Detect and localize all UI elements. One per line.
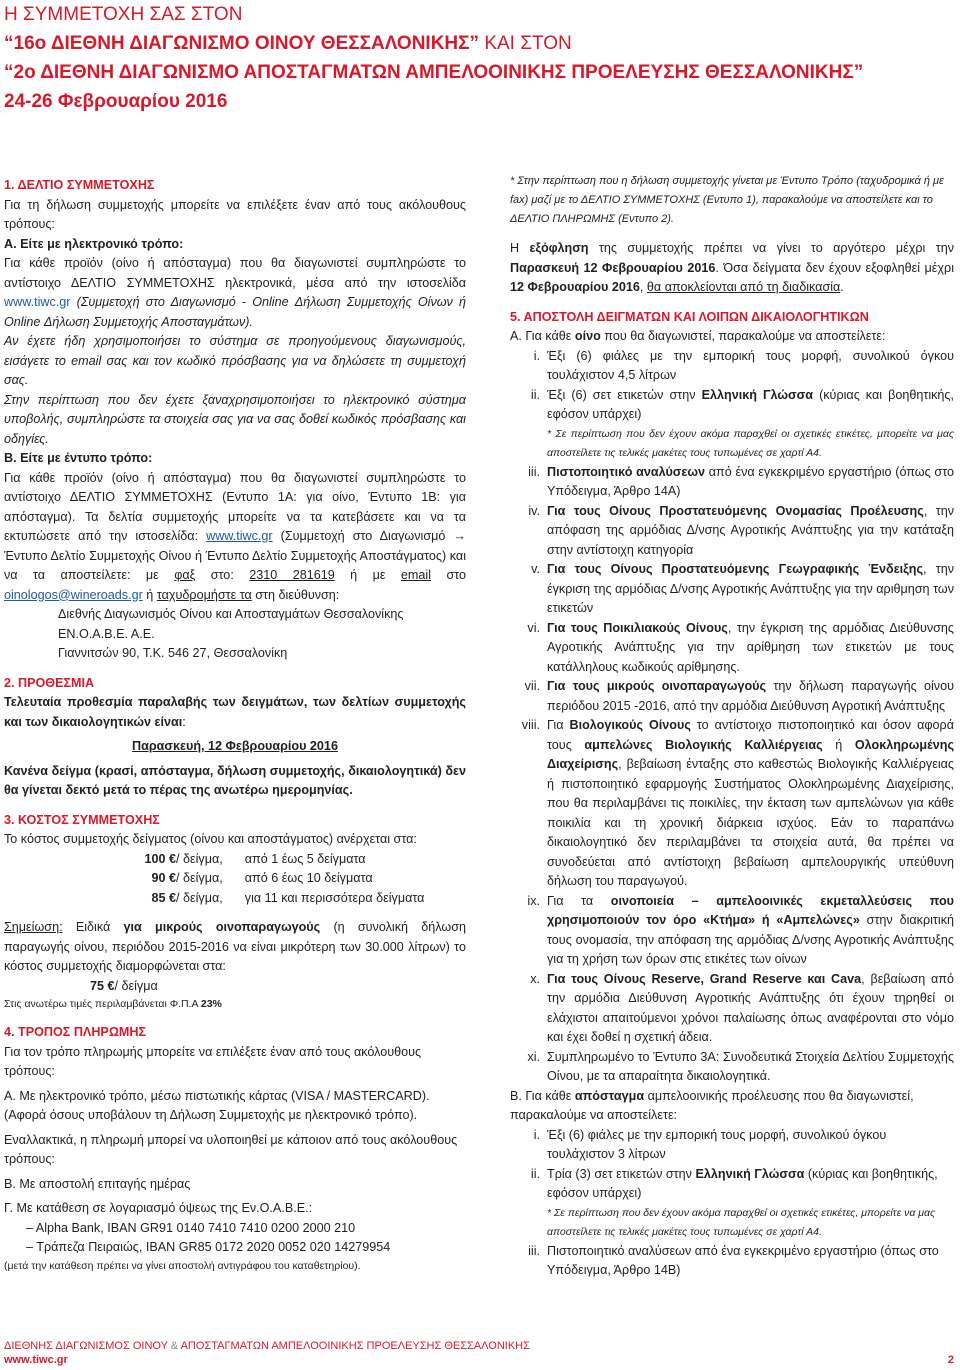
vat-text: Στις ανωτέρω τιμές περιλαμβάνεται Φ.Π.Α xyxy=(4,998,201,1010)
item-number: iii. xyxy=(528,1243,540,1258)
item-bold: Ελληνική Γλώσσα xyxy=(695,1166,805,1181)
list-item xyxy=(510,386,954,463)
deadline-text: Τελευταία προθεσμία παραλαβής των δειγμάτων, των δελτίων συμμετοχής και των δικαιολογητικών είναι xyxy=(4,695,466,729)
small-producers-note xyxy=(4,918,466,977)
spirit-requirements-list xyxy=(510,1126,954,1281)
labels-note-2: * Σε περίπτωση που δεν έχουν ακόμα παραχθεί οι σχετικές ετικέτες, μπορείτε να μας αποστείλετε τις τελικές μακέτες τους τυπωμένες σε χαρτί Α4. xyxy=(547,1206,936,1238)
item-bold: Πιστοποιητικό αναλύσεων xyxy=(547,464,706,479)
note-text: Ειδικά xyxy=(62,920,124,934)
pay-text-4: , xyxy=(639,280,647,294)
item-bold: Για τους Ποικιλιακούς Οίνους xyxy=(547,620,728,635)
item-number: ii. xyxy=(530,1166,540,1181)
vat-note xyxy=(4,996,466,1013)
item-bold: Για τους Οίνους Reserve, Grand Reserve και Cava xyxy=(547,971,862,986)
spirit-intro-text: Β. Για κάθε xyxy=(510,1088,575,1103)
fee-unit: / δείγμα, xyxy=(176,871,223,885)
option-b-text-6: ή xyxy=(142,587,154,602)
list-item xyxy=(510,716,954,892)
post-label: ταχυδρομήστε τα xyxy=(156,587,252,602)
pay-exclusion: θα αποκλείονται από τη διαδικασία xyxy=(646,280,841,294)
payment-option-a: Α. Με ηλεκτρονικό τρόπο, μέσω πιστωτικής κάρτας (VISA / MASTERCARD). (Αφορά όσους υποβάλουν τη Δήλωση Συμμετοχής με ηλεκτρονικό τρόπο). xyxy=(4,1088,430,1122)
option-b-title: Β. Είτε με έντυπο τρόπο: xyxy=(4,451,153,465)
footer-bar xyxy=(4,1353,954,1367)
item-text-2: , την έγκριση της αρμόδιας Διεύθυνσης Αγροτικής Ανάπτυξης για την αρίθμηση των ετικετών με τους κατάλληλους κωδικούς αρίθμησης. xyxy=(547,620,955,674)
footer-org-b: ΑΠΟΣΤΑΓΜΑΤΩΝ ΑΜΠΕΛΟΟΙΝΙΚΗΣ ΠΡΟΕΛΕΥΣΗΣ ΘΕΣΣΑΛΟΝΙΚΗΣ xyxy=(178,1340,530,1352)
header-line-3: “2ο ΔΙΕΘΝΗ ΔΙΑΓΩΝΙΣΜΟ ΑΠΟΣΤΑΓΜΑΤΩΝ ΑΜΠΕΛΟΟΙΝΙΚΗΣ ΠΡΟΕΛΕΥΣΗΣ ΘΕΣΣΑΛΟΝΙΚΗΣ” xyxy=(4,62,864,83)
option-b-paragraph xyxy=(4,469,466,606)
deadline-colon: : xyxy=(182,714,186,729)
header-line-2 xyxy=(4,29,954,58)
header-and: ΚΑΙ ΣΤΟΝ xyxy=(479,33,572,54)
pay-date-2: 12 Φεβρουαρίου 2016 xyxy=(510,280,640,294)
page-number: 2 xyxy=(947,1354,954,1366)
website-link-2[interactable]: www.tiwc.gr xyxy=(206,529,273,543)
fee-unit: / δείγμα, xyxy=(176,851,223,866)
fee-desc: από 1 έως 5 δείγματα xyxy=(244,851,366,866)
fee-row xyxy=(4,850,466,870)
deadline-paragraph xyxy=(4,693,466,732)
note-bold: για μικρούς οινοπαραγωγούς xyxy=(123,920,321,934)
spirit-intro-text-2: αμπελοοινικής προέλευσης που θα διαγωνιστεί, παρακαλούμε να αποστείλετε: xyxy=(510,1088,914,1122)
item-text: Έξι (6) φιάλες με την εμπορική τους μορφή, συνολικού όγκου τουλάχιστον 4,5 λίτρων xyxy=(547,348,954,382)
pay-text-2: της συμμετοχής πρέπει να γίνει το αργότερο μέχρι την xyxy=(588,241,955,255)
item-bold: Για τους Οίνους Προστατευόμενης Ονομασίας Προέλευσης xyxy=(547,503,924,518)
item-number: iii. xyxy=(528,464,540,479)
option-b-text-4: ή με xyxy=(334,568,386,582)
item-text: Πιστοποιητικό αναλύσεων από ένα εγκεκριμένο εργαστήριο (όπως στο Υπόδειγμα, Άρθρο 14Β) xyxy=(547,1243,939,1277)
item-text: Συμπληρωμένο το Έντυπο 3Α: Συνοδευτικά Στοιχεία Δελτίου Συμμετοχής Οίνου, με τα απαραίτητα δικαιολογητικά. xyxy=(547,1049,954,1083)
item-number: iv. xyxy=(528,503,540,518)
section-5-title: 5. ΑΠΟΣΤΟΛΗ ΔΕΙΓΜΑΤΩΝ ΚΑΙ ΛΟΙΠΩΝ ΔΙΚΑΙΟΛΟΓΗΤΙΚΩΝ xyxy=(510,309,869,324)
address-line-2: ΕΝ.Ο.Α.Β.Ε. Α.Ε. xyxy=(58,626,155,641)
item-bold: Για τους Οίνους Προστατευόμενης Γεωγραφικής Ένδειξης xyxy=(547,562,924,576)
item-number: vii. xyxy=(524,679,540,693)
item-text-2: (κύριας και βοηθητικής, εφόσον υπάρχει) xyxy=(547,387,954,421)
small-fee-row xyxy=(4,977,466,997)
labels-note: * Σε περίπτωση που δεν έχουν ακόμα παραχθεί οι σχετικές ετικέτες, μπορείτε να μας αποστείλετε τις τελικές μακέτες τους τυπωμένες σε χαρτί Α4. xyxy=(547,427,954,459)
list-item xyxy=(510,1048,954,1087)
item-text-3: ή xyxy=(822,737,855,752)
item-text-2: , την απόφαση της αρμόδιας Δ/νσης Αγροτικής Ανάπτυξης για την κατάταξη στην αντίστοιχη κατηγορία xyxy=(547,503,955,557)
page-header xyxy=(4,0,954,116)
item-text-2: το αντίστοιχο πιστοποιητικό και όσον αφορά τους xyxy=(547,718,954,752)
payment-intro: Για τον τρόπο πληρωμής μπορείτε να επιλέξετε έναν από τους ακόλουθους τρόπους: xyxy=(4,1044,422,1078)
bank-piraeus: – Τράπεζα Πειραιώς, IBAN GR85 0172 2020 0052 020 14279954 xyxy=(26,1240,391,1254)
note-text-2: (η συνολική δήλωση παραγωγής οίνου, περιόδου 2015-2016 να είναι μικρότερη των 30.000 λίτρων) το κόστος συμμετοχής διαμορφώνεται στα: xyxy=(4,920,466,973)
payment-deadline xyxy=(510,239,954,298)
fee-desc: για 11 και περισσότερα δείγματα xyxy=(244,890,425,905)
fee-amount: 90 € xyxy=(151,871,176,885)
item-text: Για xyxy=(547,718,570,732)
item-text-2: την δήλωση παραγωγής οίνου περιόδου 2015 -2016, από την αρμόδια Διεύθυνση Αγροτική Ανάπτυξης xyxy=(547,679,954,713)
deadline-warning: Κανένα δείγμα (κρασί, απόσταγμα, δήλωση συμμετοχής, δικαιολογητικά) δεν θα γίνεται δεκτό μετά το πέρας της ανωτέρω ημερομηνίας. xyxy=(4,763,466,797)
fee-row xyxy=(4,889,466,909)
pay-text-3: . Όσα δείγματα δεν έχουν εξοφληθεί μέχρι xyxy=(715,260,954,275)
payment-option-b: Β. Με αποστολή επιταγής ημέρας xyxy=(4,1176,191,1191)
item-text-2: στην διακριτική τους ονομασία, την απόφαση της αρμόδιας Δ/νσης Αγροτικής Ανάπτυξης για τη χρήση των όρων στις ετικέτες των οίνων xyxy=(547,913,955,966)
address-line-1: Διεθνής Διαγωνισμός Οίνου και Αποσταγμάτων Θεσσαλονίκης xyxy=(58,607,404,621)
item-number: i. xyxy=(533,1127,540,1142)
list-item xyxy=(510,677,954,716)
item-number: x. xyxy=(530,971,540,986)
page-footer xyxy=(4,1339,954,1367)
section-4-title: 4. ΤΡΟΠΟΣ ΠΛΗΡΩΜΗΣ xyxy=(4,1025,147,1039)
payment-option-c: Γ. Με κατάθεση σε λογαριασμό όψεως της Εν.Ο.Α.Β.Ε.: xyxy=(4,1201,313,1215)
wine-requirements-list xyxy=(510,347,954,1087)
item-bold: Βιολογικούς Οίνους xyxy=(569,718,691,732)
wine-intro-text-2: που θα διαγωνιστεί, παρακαλούμε να αποστείλετε: xyxy=(600,329,886,343)
option-a-new-users: Στην περίπτωση που δεν έχετε ξαναχρησιμοποιήσει το ηλεκτρονικό σύστημα υποβολής, συμπληρώστε τα στοιχεία σας για να σας δοθεί κωδικός πρόσβασης και οδηγίες. xyxy=(4,392,466,446)
footer-website[interactable]: www.tiwc.gr xyxy=(4,1354,68,1366)
email-label: email xyxy=(400,568,432,582)
pay-text-5: . xyxy=(840,280,844,294)
list-item xyxy=(510,1242,954,1281)
header-dates: 24-26 Φεβρουαρίου 2016 xyxy=(4,91,228,112)
item-number: viii. xyxy=(521,718,540,732)
pay-text: Η xyxy=(510,241,530,255)
spirit-intro xyxy=(510,1087,954,1126)
item-bold-2: αμπελώνες Βιολογικής Καλλιέργειας xyxy=(584,737,823,752)
option-a-text: Για κάθε προϊόν (οίνο ή απόσταγμα) που θα διαγωνιστεί συμπληρώστε το αντίστοιχο ΔΕΛΤΙΟ ΣΥΜΜΕΤΟΧΗΣ ηλεκτρονικά, μέσα από την ιστοσελίδα xyxy=(4,256,466,290)
wine-intro-bold: οίνο xyxy=(574,329,601,343)
section-1-title: 1. ΔΕΛΤΙΟ ΣΥΜΜΕΤΟΧΗΣ xyxy=(4,178,155,192)
list-item xyxy=(510,560,954,619)
header-competition-wine: “16ο ΔΙΕΘΝΗ ΔΙΑΓΩΝΙΣΜΟ ΟΙΝΟΥ ΘΕΣΣΑΛΟΝΙΚΗΣ” xyxy=(4,33,480,54)
left-column xyxy=(4,176,466,1275)
fee-unit: / δείγμα, xyxy=(176,890,223,905)
list-item xyxy=(510,970,954,1048)
footer-organization xyxy=(4,1339,954,1353)
note-label: Σημείωση: xyxy=(4,920,63,934)
item-text-4: , βεβαίωση ένταξης στο καθεστώς Βιολογικής Καλλιέργειας ή πιστοποιητικό εφαρμογής Συστήματος Ολοκληρωμένης Διαχείρισης, που θα περιλαμβάνει τις ποικιλίες, την έκταση των αμπελώνων για κάθε ποικιλία και τη χρονική διάρκεια ισχύος. Εάν το παραπάνω δικαιολογητικό δεν περιλαμβάνει τα στοιχεία αυτά, θα πρέπει να συνοδεύεται από αντίστοιχη βεβαίωση αμπελουργικής υπεύθυνη δήλωση του παραγωγού. xyxy=(547,757,954,888)
item-text: Έξι (6) σετ ετικετών στην xyxy=(547,387,702,402)
bank-alpha: – Alpha Bank, IBAN GR91 0140 7410 7410 0200 2000 210 xyxy=(26,1220,356,1235)
section-2-title: 2. ΠΡΟΘΕΣΜΙΑ xyxy=(4,675,95,690)
option-a-paragraph xyxy=(4,254,466,332)
deadline-date: Παρασκευή, 12 Φεβρουαρίου 2016 xyxy=(132,739,338,753)
item-text-2: (κύριας και βοηθητικής, εφόσον υπάρχει) xyxy=(547,1166,938,1200)
email-link[interactable]: oinologos@wineroads.gr xyxy=(4,587,143,602)
item-text: Έξι (6) φιάλες με την εμπορική τους μορφή, συνολικού όγκου τουλάχιστον 3 λίτρων xyxy=(547,1127,887,1161)
small-fee-unit: / δείγμα xyxy=(114,978,158,993)
item-text-2: , βεβαίωση από την αρμόδια Διεύθυνση Αγροτικής Ανάπτυξης ότι έχουν τηρηθεί οι ελάχιστοι απαιτούμενοι χρόνοι παλαίωσης όπως αναφέρονται στο νόμο και έχει δοθεί η σχετική άδεια. xyxy=(547,971,954,1044)
item-number: xi. xyxy=(527,1049,540,1064)
fee-row xyxy=(4,869,466,889)
option-a-italic: (Συμμετοχή στο Διαγωνισμό - Online Δήλωση Συμμετοχής Οίνων ή Online Δήλωση Συμμετοχής Αποσταγμάτων). xyxy=(4,295,466,329)
item-number: ix. xyxy=(527,893,540,908)
option-b-text-3: στο: xyxy=(195,568,234,582)
fee-table xyxy=(4,850,466,909)
option-b-text: Για κάθε προϊόν (οίνο ή απόσταγμα) που θα διαγωνιστεί συμπληρώστε το αντίστοιχο ΔΕΛΤΙΟ ΣΥΜΜΕΤΟΧΗΣ (Εντυπο 1Α: για οίνο, Έντυπο 1Β: για απόσταγμα). Τα δελτία συμμετοχής μπορείτε να τα κατεβάσετε και να τα εκτυπώσετε από την ιστοσελίδα: xyxy=(4,470,466,543)
item-number: i. xyxy=(533,348,540,363)
payment-alternative: Εναλλακτικά, η πληρωμή μπορεί να υλοποιηθεί με κάποιον από τους ακόλουθους τρόπους: xyxy=(4,1132,458,1166)
spirit-intro-bold: απόσταγμα xyxy=(574,1088,645,1103)
list-item xyxy=(510,892,954,970)
fee-amount: 85 € xyxy=(151,890,176,905)
footer-org-a: ΔΙΕΘΝΗΣ ΔΙΑΓΩΝΙΣΜΟΣ ΟΙΝΟΥ xyxy=(4,1340,171,1352)
list-item xyxy=(510,619,954,678)
item-text-2: , την έγκριση της αρμόδιας Δ/νσης Αγροτικής Ανάπτυξης για την αριθμηση των ετικετών xyxy=(547,562,954,615)
option-b-text-7: στη διεύθυνση: xyxy=(251,587,340,602)
list-item xyxy=(510,502,954,561)
option-b-text-2: (Συμμετοχή στο Διαγωνισμό → Έντυπο Δελτίο Συμμετοχής Οίνου ή Έντυπο Δελτίο Συμμετοχής Αποστάγματος) και να τα αποστείλετε: με xyxy=(4,529,466,582)
footer-amp: & xyxy=(170,1340,179,1352)
option-a-existing-users: Αν έχετε ήδη χρησιμοποιήσει το σύστημα σε προηγούμενους διαγωνισμούς, εισάγετε το email σας και τον κωδικό πρόσβασης για να δηλώσετε τη συμμετοχή σας. xyxy=(4,334,466,387)
item-bold: οινοποιεία – αμπελοοινικές εκμεταλλεύσεις που χρησιμοποιούν τον όρο «Κτήμα» ή «Αμπελώνες» xyxy=(547,893,954,927)
item-number: ii. xyxy=(530,387,540,402)
deposit-note: (μετά την κατάθεση πρέπει να γίνει αποστολή αντιγράφου του καταθετηρίου). xyxy=(4,1259,361,1272)
wine-intro-text: Α. Για κάθε xyxy=(510,329,575,343)
fax-number: 2310 281619 xyxy=(249,568,335,582)
address-line-3: Γιαννιτσών 90, Τ.Κ. 546 27, Θεσσαλονίκη xyxy=(58,646,288,660)
item-text-2: από ένα εγκεκριμένο εργαστήριο (όπως στο Υπόδειγμα, Άρθρο 14Α) xyxy=(547,464,954,498)
item-bold: Ελληνική Γλώσσα xyxy=(701,387,814,402)
paper-form-note: * Στην περίπτωση που η δήλωση συμμετοχής γίνεται με Έντυπο Τρόπο (ταχυδρομικά ή με fax) μαζί με το ΔΕΛΤΙΟ ΣΥΜΜΕΤΟΧΗΣ (Εντυπο 1), παρακαλούμε να αποστείλετε και το ΔΕΛΤΙΟ ΠΛΗΡΩΜΗΣ (Εντυπο 2). xyxy=(510,175,944,225)
right-column xyxy=(510,172,954,1281)
cost-intro: Το κόστος συμμετοχής δείγματος (οίνου και αποστάγματος) ανέρχεται στα: xyxy=(4,832,417,846)
list-item xyxy=(510,347,954,386)
list-item xyxy=(510,1165,954,1242)
item-text: Τρία (3) σετ ετικετών στην xyxy=(547,1166,696,1181)
fee-desc: από 6 έως 10 δείγματα xyxy=(244,871,373,885)
pay-date: Παρασκευή 12 Φεβρουαρίου 2016 xyxy=(510,260,716,275)
vat-rate: 23% xyxy=(200,998,222,1010)
option-b-text-5: στο xyxy=(431,568,467,582)
pay-bold: εξόφληση xyxy=(529,241,589,255)
header-line-1: Η ΣΥΜΜΕΤΟΧΗ ΣΑΣ ΣΤΟΝ xyxy=(4,4,243,25)
fax-label: φαξ xyxy=(174,568,196,582)
list-item xyxy=(510,1126,954,1165)
section-3-title: 3. ΚΟΣΤΟΣ ΣΥΜΜΕΤΟΧΗΣ xyxy=(4,812,160,827)
small-fee-amount: 75 € xyxy=(90,978,115,993)
section-1-intro: Για τη δήλωση συμμετοχής μπορείτε να επιλέξετε έναν από τους ακόλουθους τρόπους: xyxy=(4,197,466,231)
wine-intro xyxy=(510,327,954,347)
website-link[interactable]: www.tiwc.gr xyxy=(4,295,71,309)
item-number: v. xyxy=(531,562,540,576)
option-a-title: Α. Είτε με ηλεκτρονικό τρόπο: xyxy=(4,236,184,251)
item-bold-3: Ολοκληρωμένης Διαχείρισης xyxy=(547,737,954,771)
item-bold: Για τους μικρούς οινοπαραγωγούς xyxy=(547,679,767,693)
item-number: vi. xyxy=(527,620,540,635)
list-item xyxy=(510,463,954,502)
item-text: Για τα xyxy=(547,893,611,908)
fee-amount: 100 € xyxy=(144,851,176,866)
